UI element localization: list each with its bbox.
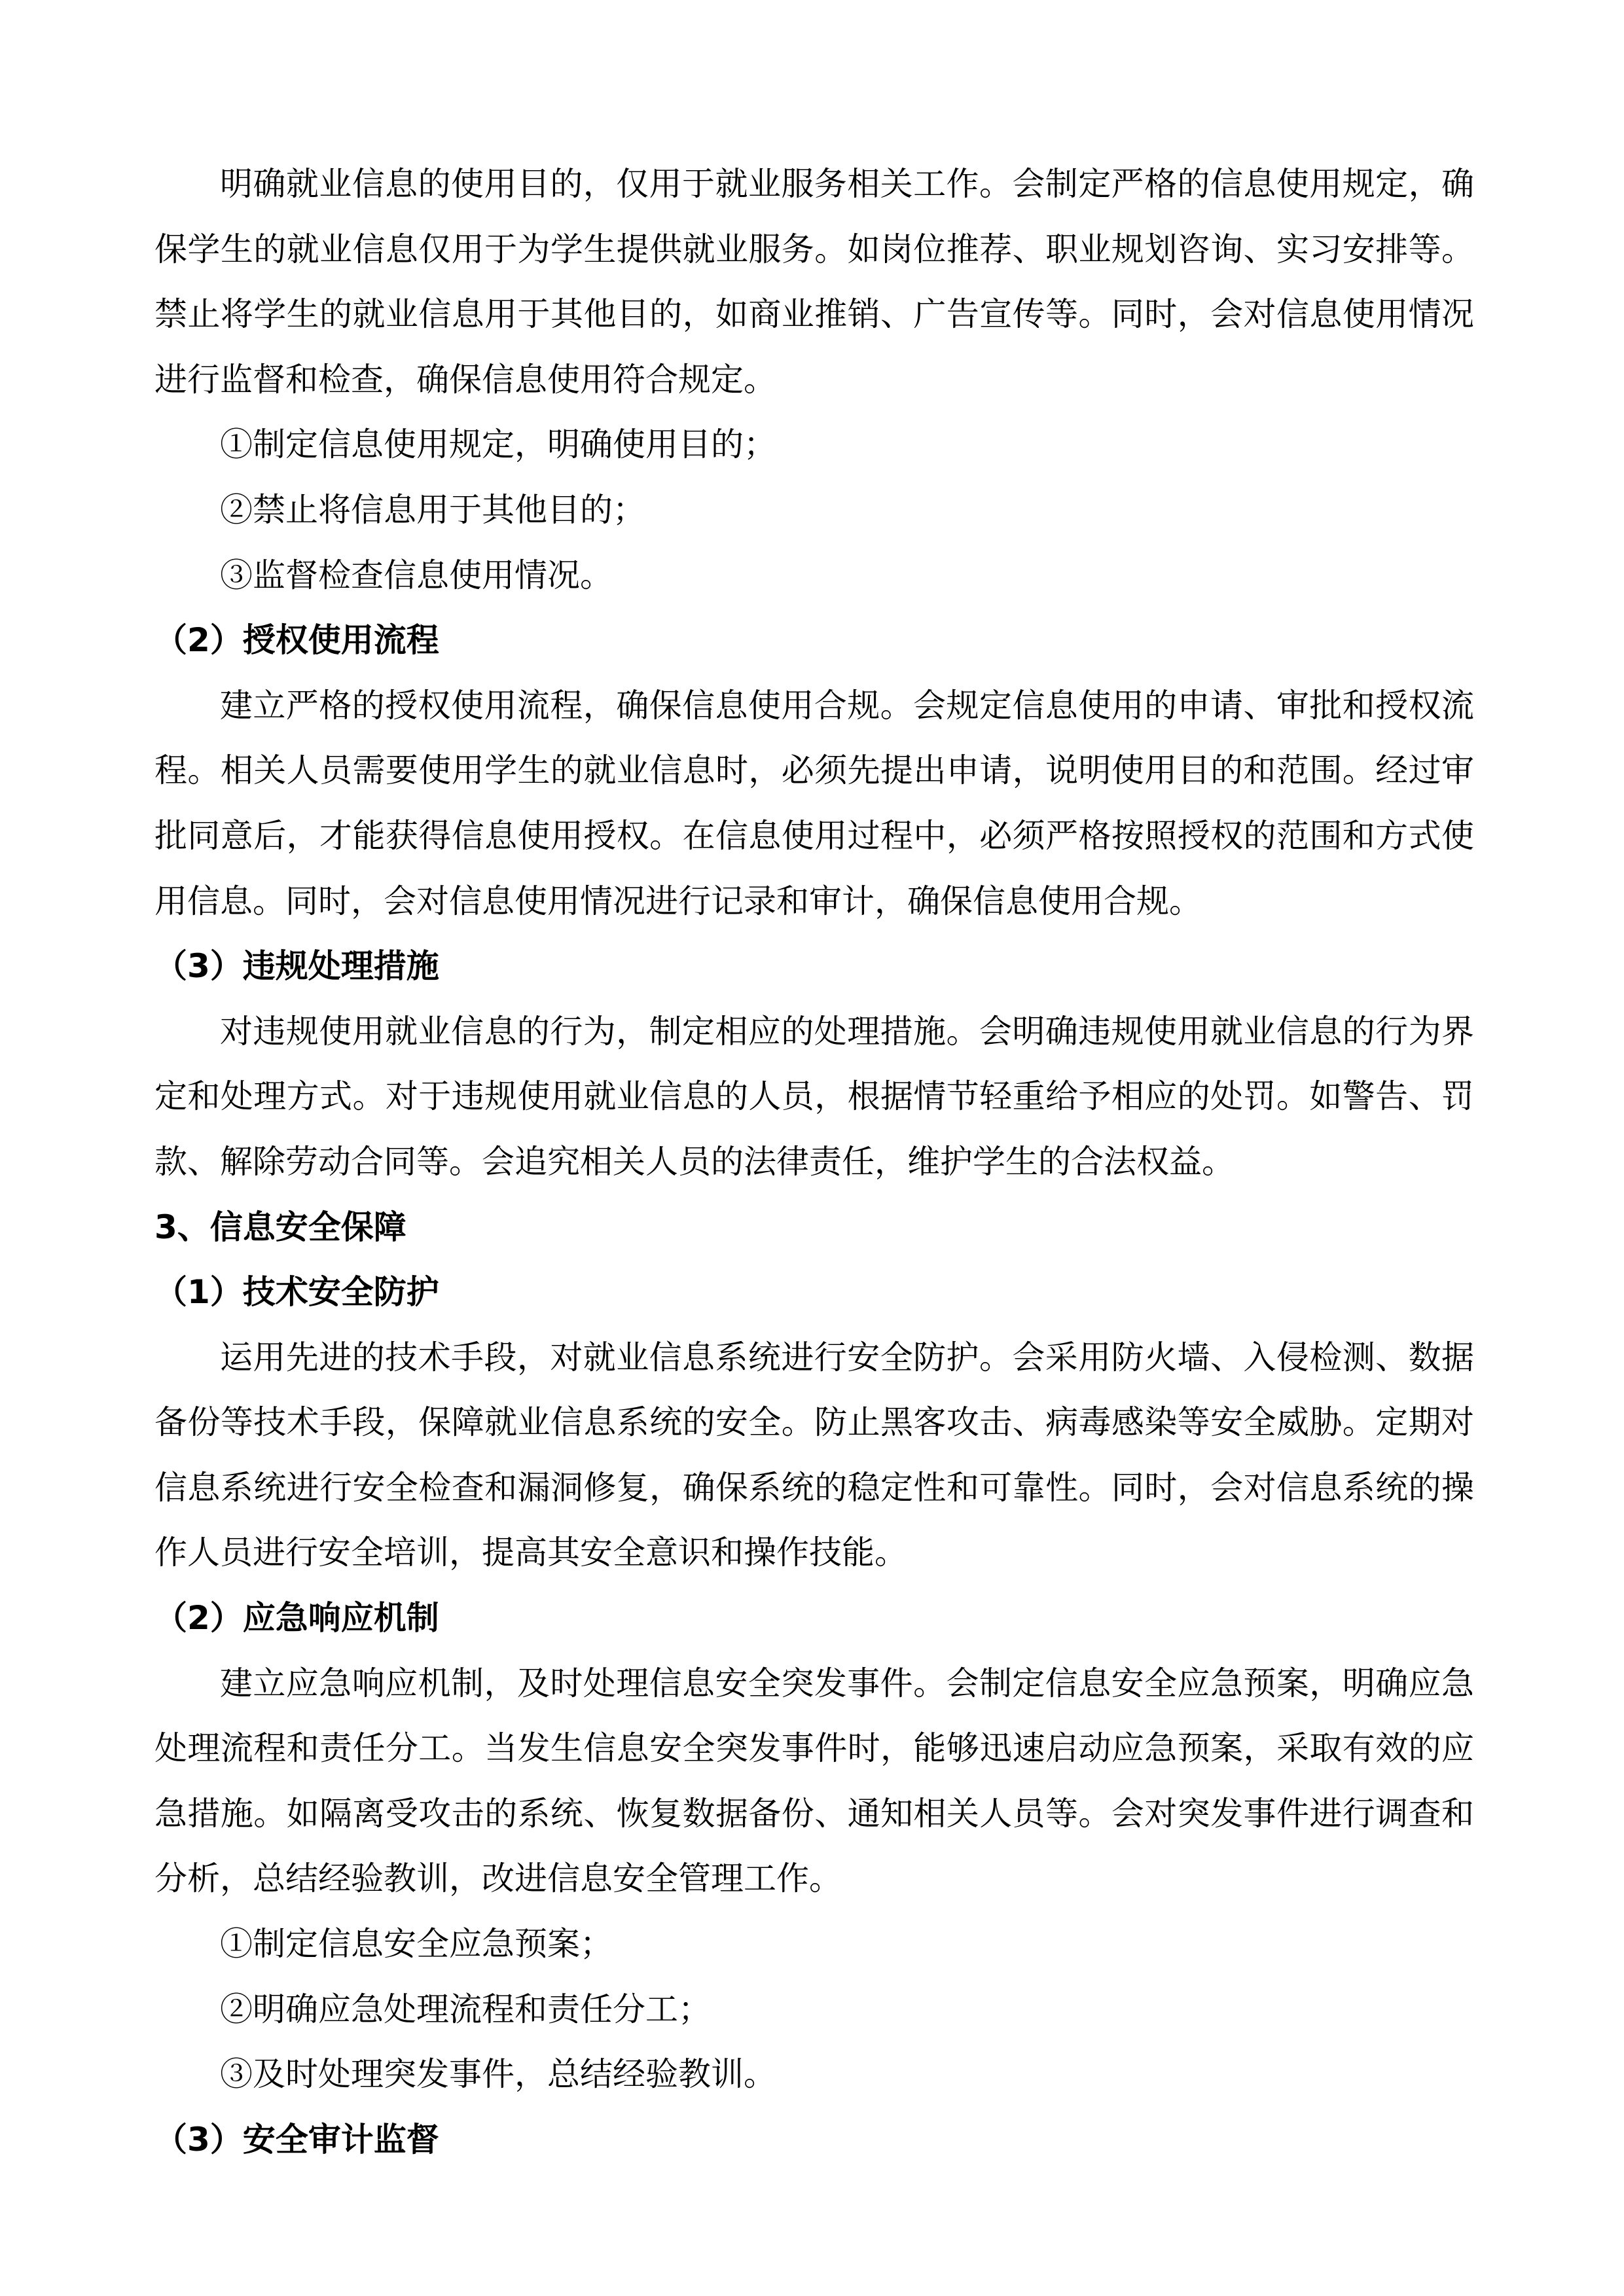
- paragraph: 建立严格的授权使用流程，确保信息使用合规。会规定信息使用的申请、审批和授权流程。相关人员需要使用学生的就业信息时，必须先提出申请，说明使用目的和范围。经过审批同意后，才能获得信息使用授权。在信息使用过程中，必须严格按照授权的范围和方式使用信息。同时，会对信息使用情况进行记录和审计，确保信息使用合规。: [154, 686, 1474, 920]
- paragraph: 对违规使用就业信息的行为，制定相应的处理措施。会明确违规使用就业信息的行为界定和处理方式。对于违规使用就业信息的人员，根据情节轻重给予相应的处罚。如警告、罚款、解除劳动合同等。会追究相关人员的法律责任，维护学生的合法权益。: [154, 1012, 1474, 1181]
- paragraph: 建立应急响应机制，及时处理信息安全突发事件。会制定信息安全应急预案，明确应急处理流程和责任分工。当发生信息安全突发事件时，能够迅速启动应急预案，采取有效的应急措施。如隔离受攻击的系统、恢复数据备份、通知相关人员等。会对突发事件进行调查和分析，总结经验教训，改进信息安全管理工作。: [154, 1664, 1474, 1898]
- section-heading: （2）应急响应机制: [154, 1599, 439, 1638]
- list-item: ①制定信息使用规定，明确使用目的；: [220, 425, 776, 464]
- list-item: ②明确应急处理流程和责任分工；: [220, 1990, 711, 2028]
- list-item: ③及时处理突发事件，总结经验教训。: [220, 2055, 776, 2094]
- chapter-heading: 3、信息安全保障: [154, 1208, 406, 1246]
- document-page: [154, 152, 1474, 2172]
- list-item: ③监督检查信息使用情况。: [220, 556, 613, 594]
- paragraph: 运用先进的技术手段，对就业信息系统进行安全防护。会采用防火墙、入侵检测、数据备份等技术手段，保障就业信息系统的安全。防止黑客攻击、病毒感染等安全威胁。定期对信息系统进行安全检查和漏洞修复，确保系统的稳定性和可靠性。同时，会对信息系统的操作人员进行安全培训，提高其安全意识和操作技能。: [154, 1338, 1474, 1572]
- section-heading: （2）授权使用流程: [154, 621, 439, 660]
- list-item: ①制定信息安全应急预案；: [220, 1925, 613, 1964]
- section-heading: （1）技术安全防护: [154, 1273, 439, 1312]
- paragraph-info-usage-purpose: 明确就业信息的使用目的，仅用于就业服务相关工作。会制定严格的信息使用规定，确保学生的就业信息仅用于为学生提供就业服务。如岗位推荐、职业规划咨询、实习安排等。禁止将学生的就业信息用于其他目的，如商业推销、广告宣传等。同时，会对信息使用情况进行监督和检查，确保信息使用符合规定。: [154, 165, 1474, 399]
- section-heading: （3）违规处理措施: [154, 947, 439, 986]
- section-heading: （3）安全审计监督: [154, 2120, 439, 2159]
- list-item: ②禁止将信息用于其他目的；: [220, 490, 645, 529]
